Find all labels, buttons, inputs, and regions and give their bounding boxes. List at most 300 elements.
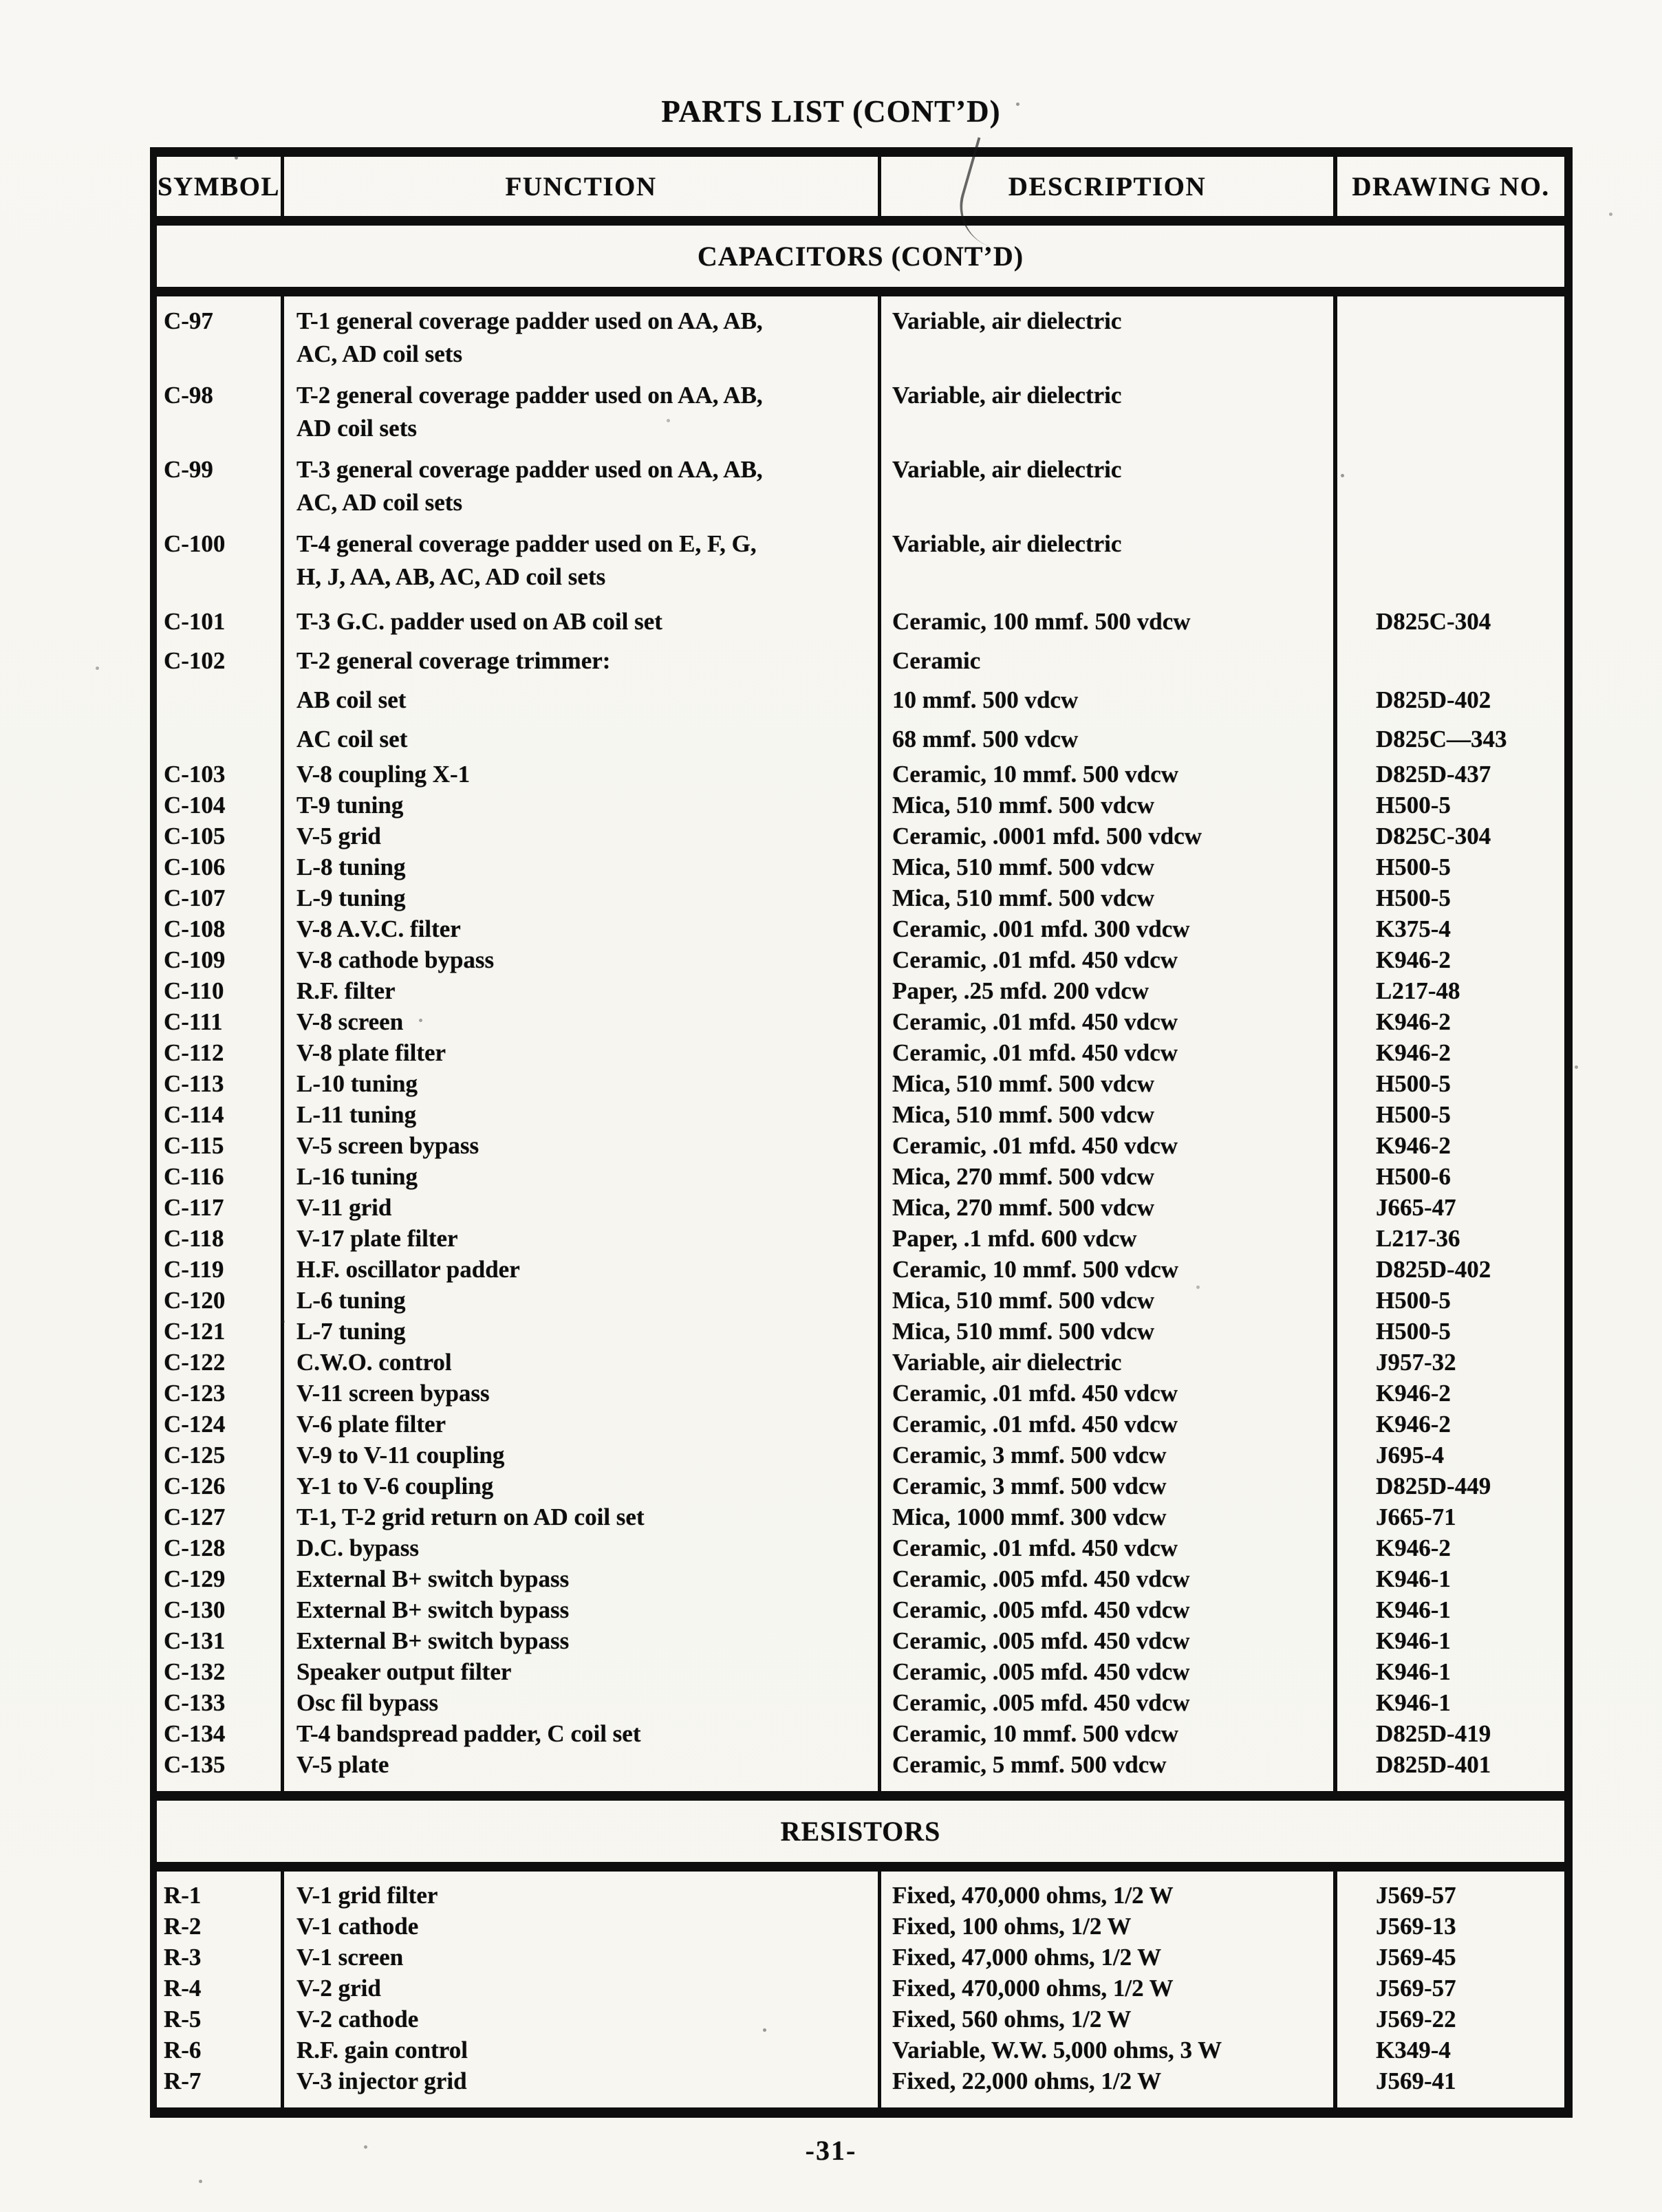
description-cell: Variable, air dielectric — [878, 453, 1333, 528]
drawing-no-cell: K946-2 — [1333, 1006, 1564, 1037]
drawing-no-cell: K946-2 — [1333, 1037, 1564, 1068]
drawing-no-cell: H500-6 — [1333, 1161, 1564, 1192]
symbol-cell: C-133 — [164, 1689, 226, 1716]
function-cell — [281, 790, 878, 821]
page-number: -31- — [805, 2135, 857, 2166]
drawing-no-cell: K946-1 — [1333, 1625, 1564, 1656]
function-line: T-3 G.C. padder used on AB coil set — [296, 608, 662, 635]
function-cell — [281, 1440, 878, 1471]
function-cell — [281, 1316, 878, 1347]
drawing-no-cell: D825D-402 — [1333, 1254, 1564, 1285]
description-cell: Mica, 510 mmf. 500 vdcw — [878, 1099, 1333, 1130]
function-line: T-4 bandspread padder, C coil set — [296, 1720, 641, 1747]
symbol-cell: C-132 — [164, 1658, 226, 1685]
drawing-no-cell: J569-57 — [1333, 1872, 1564, 1911]
function-line: AC, AD coil sets — [296, 340, 463, 367]
table-header-row — [157, 157, 1564, 216]
function-line: T-4 general coverage padder used on E, F, G, — [296, 530, 757, 557]
description-cell: Ceramic — [878, 641, 1333, 680]
description-cell: Ceramic, .01 mfd. 450 vdcw — [878, 1378, 1333, 1409]
function-cell — [281, 1471, 878, 1501]
description-cell: Ceramic, .005 mfd. 450 vdcw — [878, 1594, 1333, 1625]
description-cell: Mica, 510 mmf. 500 vdcw — [878, 1316, 1333, 1347]
function-line: V-11 screen bypass — [296, 1380, 490, 1407]
function-cell — [281, 1037, 878, 1068]
function-cell — [281, 1718, 878, 1749]
parts-list-table — [150, 147, 1573, 2118]
description-cell: Paper, .25 mfd. 200 vdcw — [878, 975, 1333, 1006]
function-cell — [281, 852, 878, 882]
function-line: V-8 coupling X-1 — [296, 761, 471, 788]
description-cell: Ceramic, .01 mfd. 450 vdcw — [878, 1409, 1333, 1440]
function-cell — [281, 1223, 878, 1254]
symbol-cell: C-115 — [164, 1132, 224, 1159]
table-row — [157, 1471, 1564, 1501]
drawing-no-cell: J569-22 — [1333, 2004, 1564, 2035]
drawing-no-cell: H500-5 — [1333, 1316, 1564, 1347]
symbol-cell: R-1 — [164, 1882, 202, 1909]
drawing-no-cell: H500-5 — [1333, 1285, 1564, 1316]
description-cell: Ceramic, 10 mmf. 500 vdcw — [878, 759, 1333, 790]
function-cell — [281, 1409, 878, 1440]
description-cell: Mica, 510 mmf. 500 vdcw — [878, 852, 1333, 882]
function-cell — [281, 719, 878, 759]
function-line: V-8 cathode bypass — [296, 946, 495, 973]
description-cell: Mica, 510 mmf. 500 vdcw — [878, 882, 1333, 913]
symbol-cell — [157, 680, 281, 719]
description-cell: Fixed, 22,000 ohms, 1/2 W — [878, 2065, 1333, 2107]
table-row — [157, 1749, 1564, 1791]
function-line: AD coil sets — [296, 415, 417, 442]
description-cell: Variable, air dielectric — [878, 528, 1333, 602]
function-line: L-9 tuning — [296, 885, 406, 911]
table-row — [157, 2065, 1564, 2107]
description-cell: Mica, 270 mmf. 500 vdcw — [878, 1192, 1333, 1223]
description-cell: Ceramic, .005 mfd. 450 vdcw — [878, 1687, 1333, 1718]
symbol-cell: C-129 — [164, 1565, 226, 1592]
description-cell: Fixed, 560 ohms, 1/2 W — [878, 2004, 1333, 2035]
symbol-cell: C-125 — [164, 1442, 226, 1468]
function-cell — [281, 1161, 878, 1192]
function-cell — [281, 1006, 878, 1037]
function-cell — [281, 944, 878, 975]
symbol-cell — [157, 719, 281, 759]
drawing-no-cell: K946-2 — [1333, 1130, 1564, 1161]
description-cell: Variable, air dielectric — [878, 1347, 1333, 1378]
table-row — [157, 1594, 1564, 1625]
function-line: R.F. gain control — [296, 2037, 468, 2063]
function-cell — [281, 1192, 878, 1223]
table-row — [157, 1316, 1564, 1347]
function-cell — [281, 1068, 878, 1099]
description-cell: Variable, W.W. 5,000 ohms, 3 W — [878, 2035, 1333, 2065]
function-line: V-5 screen bypass — [296, 1132, 479, 1159]
function-cell — [281, 1872, 878, 1911]
symbol-cell: R-5 — [164, 2006, 202, 2032]
symbol-cell: C-131 — [164, 1627, 226, 1654]
drawing-no-cell: H500-5 — [1333, 852, 1564, 882]
table-row — [157, 641, 1564, 680]
table-row — [157, 680, 1564, 719]
function-line: H.F. oscillator padder — [296, 1256, 520, 1283]
function-line: V-2 grid — [296, 1975, 381, 2002]
drawing-no-cell: J569-41 — [1333, 2065, 1564, 2107]
function-line: V-11 grid — [296, 1194, 392, 1221]
column-header-description: DESCRIPTION — [878, 157, 1333, 216]
description-cell: Ceramic, 3 mmf. 500 vdcw — [878, 1440, 1333, 1471]
drawing-no-cell: H500-5 — [1333, 882, 1564, 913]
symbol-cell: C-109 — [164, 946, 226, 973]
drawing-no-cell: D825C—343 — [1333, 719, 1564, 759]
description-cell: Ceramic, 100 mmf. 500 vdcw — [878, 602, 1333, 641]
symbol-cell: C-104 — [164, 792, 226, 818]
drawing-no-cell: D825D-449 — [1333, 1471, 1564, 1501]
function-line: External B+ switch bypass — [296, 1565, 570, 1592]
function-cell — [281, 1501, 878, 1532]
drawing-no-cell: J665-47 — [1333, 1192, 1564, 1223]
section-header-capacitors: CAPACITORS (CONT’D) — [157, 216, 1564, 296]
table-row — [157, 1192, 1564, 1223]
description-cell: Ceramic, .0001 mfd. 500 vdcw — [878, 821, 1333, 852]
function-cell — [281, 2004, 878, 2035]
table-row — [157, 1285, 1564, 1316]
function-cell — [281, 528, 878, 602]
table-row — [157, 882, 1564, 913]
table-row — [157, 1037, 1564, 1068]
symbol-cell: C-117 — [164, 1194, 224, 1221]
function-line: L-16 tuning — [296, 1163, 418, 1190]
description-cell: Fixed, 47,000 ohms, 1/2 W — [878, 1942, 1333, 1973]
description-cell: Mica, 510 mmf. 500 vdcw — [878, 1285, 1333, 1316]
function-line: Y-1 to V-6 coupling — [296, 1473, 494, 1499]
table-row — [157, 1378, 1564, 1409]
function-cell — [281, 1656, 878, 1687]
symbol-cell: C-97 — [164, 307, 213, 334]
table-row — [157, 719, 1564, 759]
function-cell — [281, 602, 878, 641]
description-cell: Ceramic, .01 mfd. 450 vdcw — [878, 944, 1333, 975]
table-row — [157, 1409, 1564, 1440]
symbol-cell: R-4 — [164, 1975, 202, 2002]
symbol-cell: C-120 — [164, 1287, 226, 1314]
function-line: V-2 cathode — [296, 2006, 419, 2032]
function-line: T-3 general coverage padder used on AA, AB, — [296, 456, 763, 483]
symbol-cell: R-2 — [164, 1913, 202, 1940]
table-row — [157, 913, 1564, 944]
function-cell — [281, 1378, 878, 1409]
description-cell: Ceramic, .01 mfd. 450 vdcw — [878, 1006, 1333, 1037]
table-row — [157, 1347, 1564, 1378]
table-row — [157, 759, 1564, 790]
table-row — [157, 1068, 1564, 1099]
function-cell — [281, 2065, 878, 2107]
table-row — [157, 1223, 1564, 1254]
symbol-cell: C-126 — [164, 1473, 226, 1499]
function-line: L-10 tuning — [296, 1070, 418, 1097]
table-row — [157, 528, 1564, 602]
description-cell: Paper, .1 mfd. 600 vdcw — [878, 1223, 1333, 1254]
function-line: AC, AD coil sets — [296, 489, 463, 516]
drawing-no-cell — [1333, 528, 1564, 602]
drawing-no-cell: L217-48 — [1333, 975, 1564, 1006]
function-line: V-1 cathode — [296, 1913, 419, 1940]
table-row — [157, 1006, 1564, 1037]
symbol-cell: C-103 — [164, 761, 226, 788]
description-cell: 10 mmf. 500 vdcw — [878, 680, 1333, 719]
function-line: T-1, T-2 grid return on AD coil set — [296, 1504, 645, 1530]
symbol-cell: C-130 — [164, 1596, 226, 1623]
symbol-cell: C-113 — [164, 1070, 224, 1097]
function-cell — [281, 1594, 878, 1625]
drawing-no-cell: J665-71 — [1333, 1501, 1564, 1532]
symbol-cell: R-3 — [164, 1944, 202, 1971]
symbol-cell: R-7 — [164, 2068, 202, 2094]
capacitors-rows — [157, 296, 1564, 1791]
symbol-cell: C-99 — [164, 456, 213, 483]
table-row — [157, 1718, 1564, 1749]
function-line: V-5 plate — [296, 1751, 389, 1778]
description-cell: Ceramic, 10 mmf. 500 vdcw — [878, 1718, 1333, 1749]
description-cell: Fixed, 470,000 ohms, 1/2 W — [878, 1872, 1333, 1911]
function-line: L-7 tuning — [296, 1318, 406, 1345]
function-cell — [281, 1563, 878, 1594]
function-line: V-8 plate filter — [296, 1039, 446, 1066]
symbol-cell: C-122 — [164, 1349, 226, 1376]
table-row — [157, 379, 1564, 453]
function-line: T-1 general coverage padder used on AA, AB, — [296, 307, 763, 334]
drawing-no-cell: K946-2 — [1333, 1378, 1564, 1409]
function-cell — [281, 1973, 878, 2004]
description-cell: Ceramic, .01 mfd. 450 vdcw — [878, 1130, 1333, 1161]
drawing-no-cell: J569-13 — [1333, 1911, 1564, 1942]
table-row — [157, 1872, 1564, 1911]
table-row — [157, 1130, 1564, 1161]
resistors-rows — [157, 1872, 1564, 2107]
function-line: V-5 grid — [296, 823, 381, 849]
table-row — [157, 453, 1564, 528]
column-header-function: FUNCTION — [281, 157, 878, 216]
function-line: V-9 to V-11 coupling — [296, 1442, 505, 1468]
drawing-no-cell: H500-5 — [1333, 1068, 1564, 1099]
table-row — [157, 602, 1564, 641]
drawing-no-cell: D825C-304 — [1333, 602, 1564, 641]
function-line: T-2 general coverage padder used on AA, AB, — [296, 382, 763, 409]
function-cell — [281, 453, 878, 528]
function-cell — [281, 2035, 878, 2065]
symbol-cell: C-116 — [164, 1163, 224, 1190]
description-cell: 68 mmf. 500 vdcw — [878, 719, 1333, 759]
drawing-no-cell: J569-45 — [1333, 1942, 1564, 1973]
page-title: PARTS LIST (CONT’D) — [661, 94, 1001, 129]
description-cell: Ceramic, 5 mmf. 500 vdcw — [878, 1749, 1333, 1791]
symbol-cell: R-6 — [164, 2037, 202, 2063]
drawing-no-cell — [1333, 379, 1564, 453]
symbol-cell: C-98 — [164, 382, 213, 409]
function-line: Speaker output filter — [296, 1658, 512, 1685]
function-line: V-8 screen — [296, 1008, 404, 1035]
description-cell: Mica, 510 mmf. 500 vdcw — [878, 1068, 1333, 1099]
description-cell: Ceramic, .01 mfd. 450 vdcw — [878, 1037, 1333, 1068]
function-cell — [281, 759, 878, 790]
drawing-no-cell: J957-32 — [1333, 1347, 1564, 1378]
table-row — [157, 2004, 1564, 2035]
drawing-no-cell: K946-1 — [1333, 1687, 1564, 1718]
table-row — [157, 296, 1564, 379]
function-cell — [281, 1942, 878, 1973]
drawing-no-cell: D825D-419 — [1333, 1718, 1564, 1749]
function-line: External B+ switch bypass — [296, 1627, 570, 1654]
function-cell — [281, 1254, 878, 1285]
table-row — [157, 975, 1564, 1006]
table-row — [157, 1973, 1564, 2004]
symbol-cell: C-100 — [164, 530, 226, 557]
function-line: V-1 screen — [296, 1944, 404, 1971]
description-cell: Mica, 1000 mmf. 300 vdcw — [878, 1501, 1333, 1532]
function-line: External B+ switch bypass — [296, 1596, 570, 1623]
symbol-cell: C-118 — [164, 1225, 224, 1252]
description-cell: Ceramic, .005 mfd. 450 vdcw — [878, 1656, 1333, 1687]
description-cell: Ceramic, .001 mfd. 300 vdcw — [878, 913, 1333, 944]
symbol-cell: C-135 — [164, 1751, 226, 1778]
table-row — [157, 1687, 1564, 1718]
table-row — [157, 821, 1564, 852]
function-cell — [281, 821, 878, 852]
symbol-cell: C-114 — [164, 1101, 224, 1128]
function-cell — [281, 1099, 878, 1130]
function-cell — [281, 1911, 878, 1942]
table-row — [157, 852, 1564, 882]
function-line: AC coil set — [296, 726, 408, 752]
function-cell — [281, 975, 878, 1006]
drawing-no-cell: L217-36 — [1333, 1223, 1564, 1254]
table-row — [157, 1942, 1564, 1973]
symbol-cell: C-134 — [164, 1720, 226, 1747]
function-cell — [281, 882, 878, 913]
section-header-resistors: RESISTORS — [157, 1791, 1564, 1872]
symbol-cell: C-101 — [164, 608, 226, 635]
column-header-drawing-no: DRAWING NO. — [1333, 157, 1564, 216]
function-cell — [281, 913, 878, 944]
symbol-cell: C-107 — [164, 885, 226, 911]
symbol-cell: C-112 — [164, 1039, 224, 1066]
function-line: V-8 A.V.C. filter — [296, 915, 461, 942]
function-line: H, J, AA, AB, AC, AD coil sets — [296, 563, 606, 590]
table-row — [157, 2035, 1564, 2065]
function-cell — [281, 1625, 878, 1656]
function-line: V-1 grid filter — [296, 1882, 438, 1909]
table-row — [157, 790, 1564, 821]
description-cell: Variable, air dielectric — [878, 296, 1333, 379]
drawing-no-cell: K946-1 — [1333, 1563, 1564, 1594]
drawing-no-cell: K946-2 — [1333, 944, 1564, 975]
description-cell: Ceramic, .005 mfd. 450 vdcw — [878, 1625, 1333, 1656]
function-cell — [281, 680, 878, 719]
function-line: T-2 general coverage trimmer: — [296, 647, 611, 674]
table-row — [157, 1501, 1564, 1532]
drawing-no-cell: K349-4 — [1333, 2035, 1564, 2065]
table-row — [157, 1563, 1564, 1594]
function-line: C.W.O. control — [296, 1349, 452, 1376]
function-line: L-11 tuning — [296, 1101, 417, 1128]
column-header-symbol: SYMBOL — [157, 171, 281, 202]
function-cell — [281, 1532, 878, 1563]
symbol-cell: C-105 — [164, 823, 226, 849]
drawing-no-cell — [1333, 641, 1564, 680]
table-row — [157, 1440, 1564, 1471]
function-line: L-8 tuning — [296, 854, 406, 880]
symbol-cell: C-110 — [164, 977, 224, 1004]
symbol-cell: C-102 — [164, 647, 226, 674]
description-cell: Ceramic, .01 mfd. 450 vdcw — [878, 1532, 1333, 1563]
symbol-cell: C-123 — [164, 1380, 226, 1407]
description-cell: Ceramic, 10 mmf. 500 vdcw — [878, 1254, 1333, 1285]
function-line: D.C. bypass — [296, 1535, 419, 1561]
table-row — [157, 1625, 1564, 1656]
function-cell — [281, 1687, 878, 1718]
table-row — [157, 944, 1564, 975]
description-cell: Fixed, 470,000 ohms, 1/2 W — [878, 1973, 1333, 2004]
function-line: V-3 injector grid — [296, 2068, 467, 2094]
drawing-no-cell: K946-1 — [1333, 1594, 1564, 1625]
function-cell — [281, 1347, 878, 1378]
function-cell — [281, 296, 878, 379]
function-cell — [281, 1285, 878, 1316]
function-cell — [281, 641, 878, 680]
function-line: AB coil set — [296, 686, 407, 713]
drawing-no-cell: K375-4 — [1333, 913, 1564, 944]
drawing-no-cell: J569-57 — [1333, 1973, 1564, 2004]
drawing-no-cell: H500-5 — [1333, 790, 1564, 821]
table-row — [157, 1099, 1564, 1130]
drawing-no-cell: D825D-402 — [1333, 680, 1564, 719]
table-row — [157, 1161, 1564, 1192]
drawing-no-cell: D825D-437 — [1333, 759, 1564, 790]
function-line: R.F. filter — [296, 977, 396, 1004]
description-cell: Mica, 510 mmf. 500 vdcw — [878, 790, 1333, 821]
drawing-no-cell: K946-2 — [1333, 1409, 1564, 1440]
description-cell: Mica, 270 mmf. 500 vdcw — [878, 1161, 1333, 1192]
symbol-cell: C-127 — [164, 1504, 226, 1530]
description-cell: Ceramic, .005 mfd. 450 vdcw — [878, 1563, 1333, 1594]
function-cell — [281, 1130, 878, 1161]
table-row — [157, 1656, 1564, 1687]
description-cell: Variable, air dielectric — [878, 379, 1333, 453]
drawing-no-cell: D825D-401 — [1333, 1749, 1564, 1791]
function-line: V-17 plate filter — [296, 1225, 458, 1252]
drawing-no-cell: H500-5 — [1333, 1099, 1564, 1130]
symbol-cell: C-108 — [164, 915, 226, 942]
symbol-cell: C-128 — [164, 1535, 226, 1561]
function-line: V-6 plate filter — [296, 1411, 446, 1438]
table-row — [157, 1254, 1564, 1285]
function-cell — [281, 1749, 878, 1791]
function-line: T-9 tuning — [296, 792, 404, 818]
drawing-no-cell: K946-1 — [1333, 1656, 1564, 1687]
description-cell: Fixed, 100 ohms, 1/2 W — [878, 1911, 1333, 1942]
drawing-no-cell — [1333, 453, 1564, 528]
function-line: L-6 tuning — [296, 1287, 406, 1314]
drawing-no-cell — [1333, 296, 1564, 379]
symbol-cell: C-106 — [164, 854, 226, 880]
table-row — [157, 1532, 1564, 1563]
drawing-no-cell: D825C-304 — [1333, 821, 1564, 852]
function-cell — [281, 379, 878, 453]
drawing-no-cell: J695-4 — [1333, 1440, 1564, 1471]
table-row — [157, 1911, 1564, 1942]
symbol-cell: C-111 — [164, 1008, 223, 1035]
description-cell: Ceramic, 3 mmf. 500 vdcw — [878, 1471, 1333, 1501]
symbol-cell: C-124 — [164, 1411, 226, 1438]
